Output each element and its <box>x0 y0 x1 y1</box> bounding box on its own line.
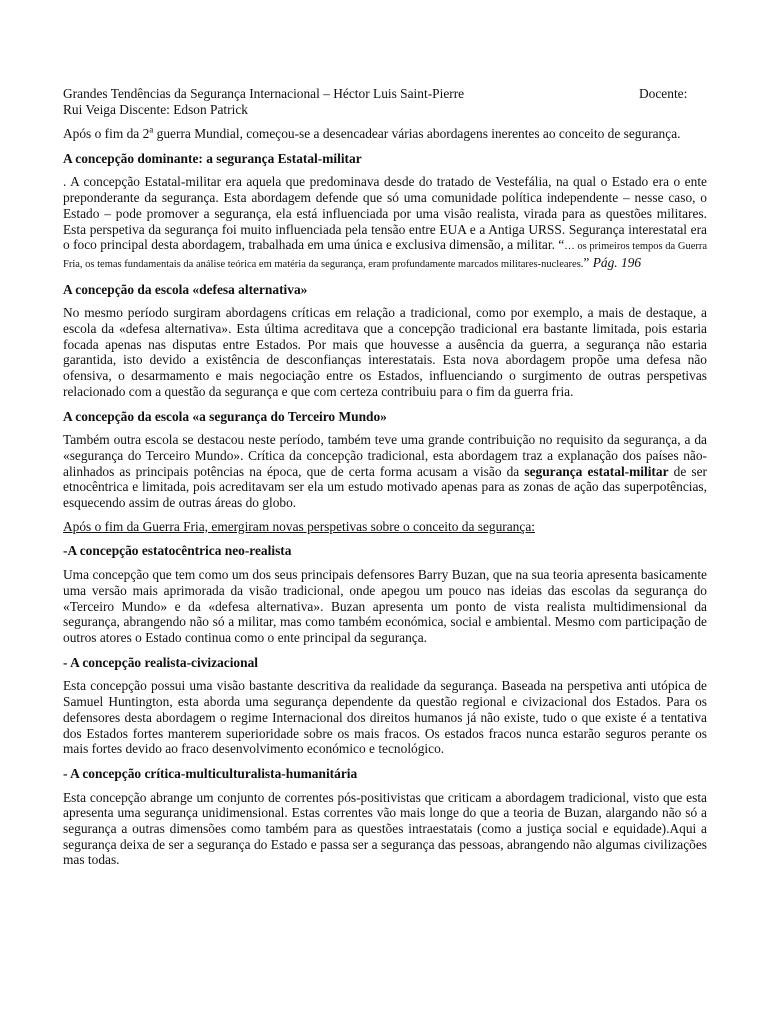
intro-text: Após o fim da 2 <box>63 126 150 141</box>
intro-text-rest: guerra Mundial, começou-se a desencadear várias abordagens inerentes ao conceito de segurança. <box>153 126 681 141</box>
section-heading-critica-multiculturalista: - A concepção crítica-multiculturalista-humanitária <box>63 765 358 781</box>
body-text: . A concepção Estatal-militar era aquela que predominava desde do tratado de Vestefália, na qual o Estado era o ente preponderante da segurança. Esta abordagem defende que só uma comunidade política independente – nesse caso, o Estado – pode promover a segurança, ela está influenciada por uma visão realista, virada para as questões militares. Esta perspetiva da segurança foi muito influenciada pela tensão entre EUA e a Antiga URSS. Segurança interestatal era o foco principal desta abordagem, trabalhada em uma única e exclusiva dimensão, a militar. “ <box>63 174 707 253</box>
intro-superscript: a <box>149 124 154 135</box>
quote-close: ” <box>583 254 593 270</box>
bold-term: segurança estatal-militar <box>524 463 669 479</box>
section-body-terceiro-mundo <box>63 432 707 511</box>
quote-text: … os primeiros tempos da Guerra Fria, os temas fundamentais da análise teórica em matéria da segurança, eram profundamente marcados militares-nucleares. <box>63 241 708 270</box>
page-reference: Pág. 196 <box>592 254 642 270</box>
header-authors: Rui Veiga Discente: Edson Patrick <box>63 102 248 117</box>
section-heading-realista-civizacional: - A concepção realista-civizacional <box>63 654 258 670</box>
body-text-rest: de ser etnocêntrica e limitada, pois acreditavam ser ela um estudo motivado apenas para as zonas de ação das superpotências, esquecendo assim de outras áreas do globo. <box>63 463 707 511</box>
section-heading-neo-realista: -A concepção estatocêntrica neo-realista <box>63 543 292 559</box>
section-body-critica-multiculturalista: Esta concepção abrange um conjunto de correntes pós-positivistas que criticam a abordagem tradicional, visto que esta apresenta uma segurança unidimensional. Estas correntes vão mais longe do que a teoria de Buzan, alargando não só a segurança a outras dimensões como também para as questões intraestatais (como a justiça social e equidade).Aqui a segurança deixa de ser a segurança do Estado e passa ser a segurança das pessoas, abrangendo não algumas civilizações mas todas. <box>63 789 707 868</box>
intro-paragraph <box>63 126 707 142</box>
transition-sentence: Após o fim da Guerra Fria, emergiram novas perspetivas sobre o conceito da segurança: <box>63 518 535 534</box>
section-body-neo-realista: Uma concepção que tem como um dos seus principais defensores Barry Buzan, que na sua teoria apresenta basicamente uma versão mais aprimorada da visão tradicional, onde apegou um pouco nas ideias das escolas da segurança do «Terceiro Mundo» e da «defesa alternativa». Buzan apresenta um ponto de vista realista multidimensional da segurança, abrangendo não só a militar, mas como também económica, social e ambiental. Mesmo com participação de outros atores o Estado continua como o ente principal da segurança. <box>63 567 707 645</box>
header-docente: Docente: <box>639 86 688 101</box>
header-title: Grandes Tendências da Segurança Internacional – Héctor Luis Saint-Pierre <box>63 86 465 101</box>
document-header <box>63 86 707 118</box>
section-body-realista-civizacional: Esta concepção possui uma visão bastante descritiva da realidade da segurança. Baseada na perspetiva anti utópica de Samuel Huntington, esta aborda uma segurança dependente da questão regional e civizacional dos Estados. Para os defensores desta abordagem o regime Internacional dos direitos humanos já não existe, tudo o que existe é a tentativa dos Estados fortes manterem superioridade sobre os mais fracos. Os estados fracos nunca estarão seguros perante os mais fortes devido ao fraco desenvolvimento económico e tecnológico. <box>63 678 707 757</box>
section-heading-estatal-militar: A concepção dominante: a segurança Estatal-militar <box>63 150 362 166</box>
body-text: Também outra escola se destacou neste período, também teve uma grande contribuição no requisito da segurança, a da «segurança do Terceiro Mundo». Crítica da concepção tradicional, esta abordagem traz a explanação dos países não-alinhados as principais potências na época, que de certa forma acusam a visão da <box>63 432 707 479</box>
section-body-estatal-militar <box>63 174 707 272</box>
section-heading-terceiro-mundo: A concepção da escola «a segurança do Terceiro Mundo» <box>63 408 387 424</box>
section-heading-defesa-alternativa: A concepção da escola «defesa alternativa» <box>63 281 308 297</box>
section-body-defesa-alternativa: No mesmo período surgiram abordagens críticas em relação a tradicional, como por exemplo, a mais de destaque, a escola da «defesa alternativa». Esta última acreditava que a concepção tradicional era bastante limitada, pois estaria focada apenas nas disputas entre Estados. Por mais que houvesse a ausência da guerra, a segurança não estaria garantida, isto devido a existência de desconfianças interestatais. Esta nova abordagem propõe uma defesa não ofensiva, o desarmamento e mais negociação entre os Estados, influenciando o surgimento de outras perspetivas relacionado com a questão da segurança e que com certeza contribuiu para o fim da guerra fria. <box>63 305 707 399</box>
